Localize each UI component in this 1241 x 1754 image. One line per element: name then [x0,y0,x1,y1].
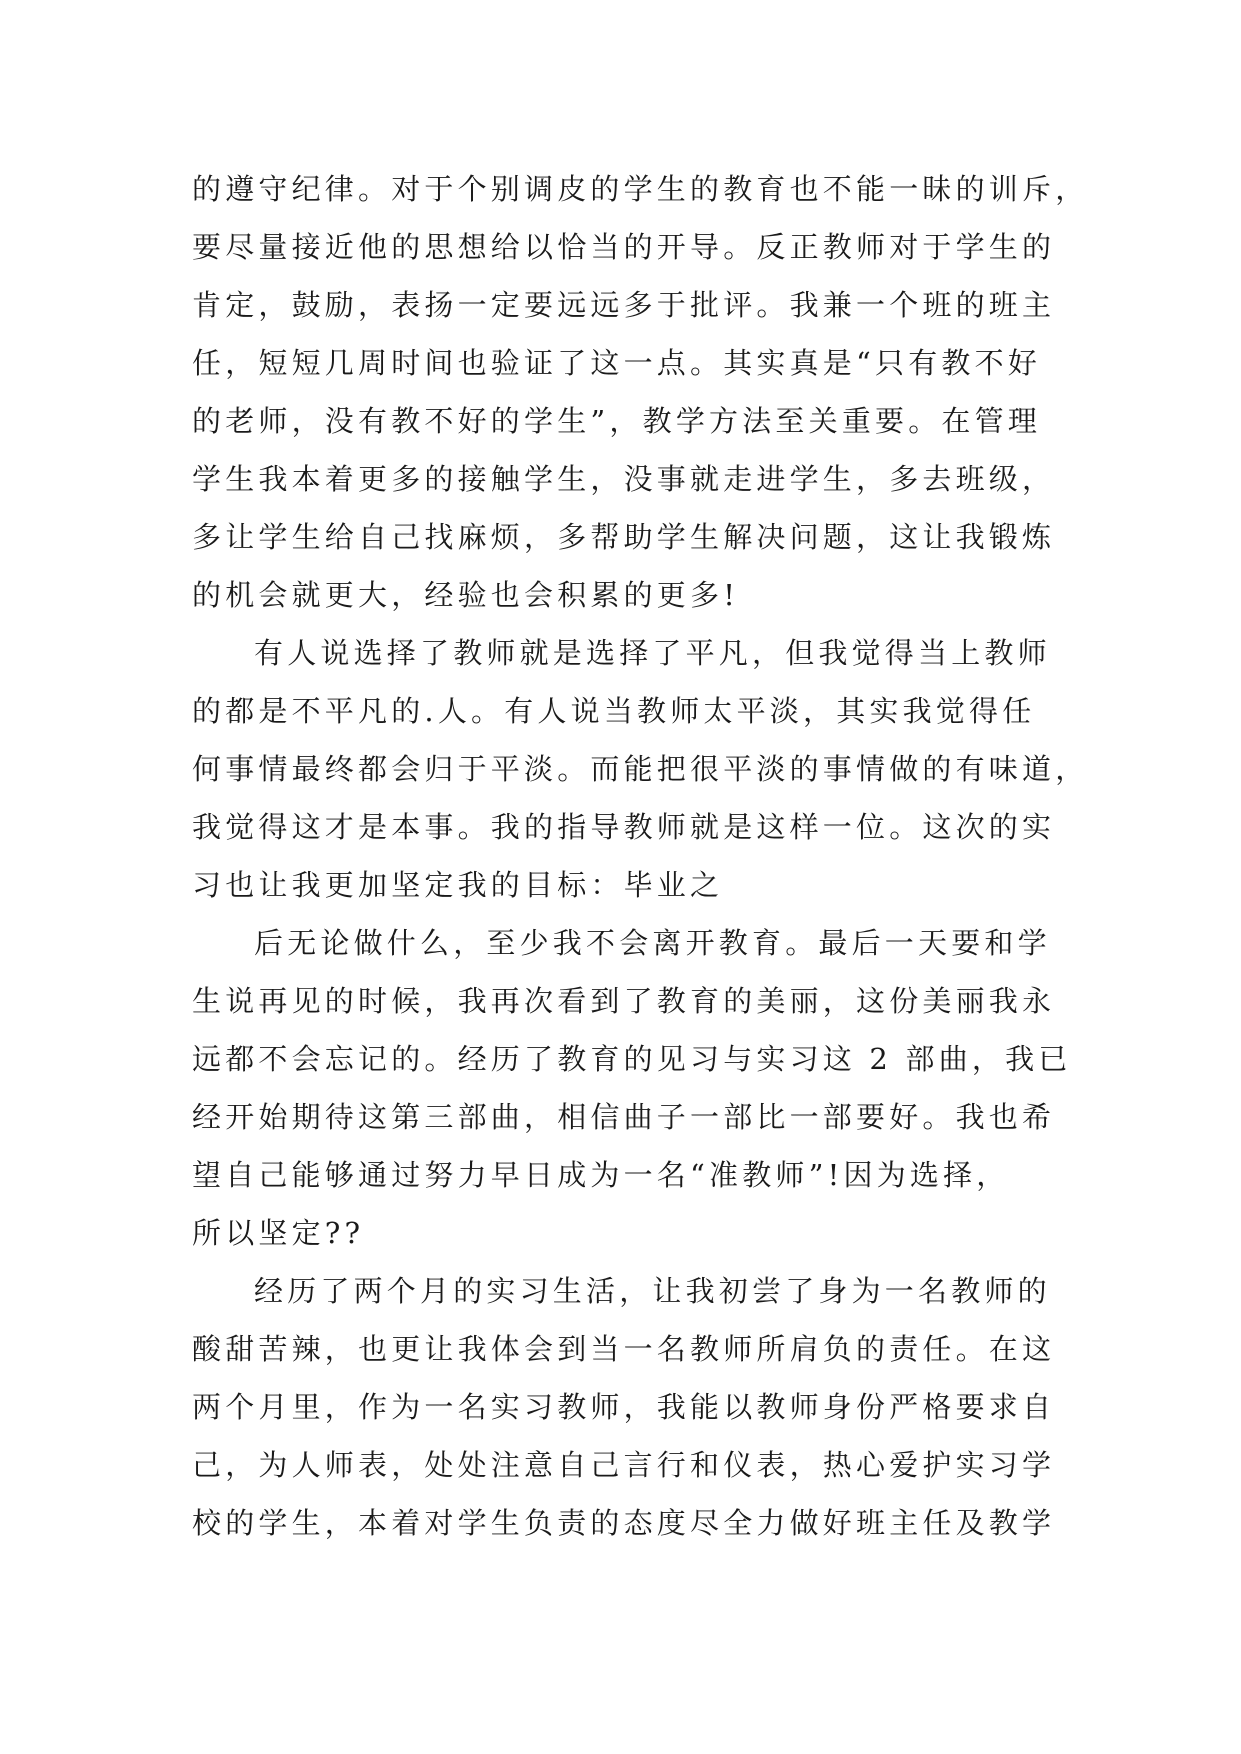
text-line: 要尽量接近他的思想给以恰当的开导。反正教师对于学生的 [192,230,1056,264]
text-line: 肯定，鼓励，表扬一定要远远多于批评。我兼一个班的班主 [192,288,1056,322]
text-line: 己，为人师表，处处注意自己言行和仪表，热心爱护实习学 [192,1448,1056,1482]
body-text [192,160,1092,1552]
text-line: 生说再见的时候，我再次看到了教育的美丽，这份美丽我永 [192,984,1056,1018]
text-line: 多让学生给自己找麻烦，多帮助学生解决问题，这让我锻炼 [192,520,1056,554]
paragraph-start-line: 经历了两个月的实习生活，让我初尝了身为一名教师的 [254,1274,1051,1308]
paragraph-start-line: 后无论做什么，至少我不会离开教育。最后一天要和学 [254,926,1051,960]
text-line: 校的学生，本着对学生负责的态度尽全力做好班主任及教学 [192,1506,1056,1540]
text-line: 远都不会忘记的。经历了教育的见习与实习这 2 部曲，我已 [192,1042,1072,1076]
text-line: 的都是不平凡的.人。有人说当教师太平淡，其实我觉得任 [192,694,1036,728]
text-line: 任，短短几周时间也验证了这一点。其实真是“只有教不好 [192,346,1042,380]
text-line: 习也让我更加坚定我的目标：毕业之 [192,868,724,902]
text-line: 的遵守纪律。对于个别调皮的学生的教育也不能一昧的训斥， [192,172,1089,206]
text-line: 的老师，没有教不好的学生”，教学方法至关重要。在管理 [192,404,1042,438]
paragraph-start-line: 有人说选择了教师就是选择了平凡，但我觉得当上教师 [254,636,1051,670]
text-line: 的机会就更大，经验也会积累的更多! [192,578,740,612]
text-line: 我觉得这才是本事。我的指导教师就是这样一位。这次的实 [192,810,1056,844]
text-line: 何事情最终都会归于平淡。而能把很平淡的事情做的有味道， [192,752,1089,786]
text-line: 两个月里，作为一名实习教师，我能以教师身份严格要求自 [192,1390,1056,1424]
text-line: 所以坚定?? [192,1216,365,1250]
text-line: 望自己能够通过努力早日成为一名“准教师”!因为选择， [192,1158,1010,1192]
text-line: 酸甜苦辣，也更让我体会到当一名教师所肩负的责任。在这 [192,1332,1056,1366]
text-line: 学生我本着更多的接触学生，没事就走进学生，多去班级， [192,462,1056,496]
text-line: 经开始期待这第三部曲，相信曲子一部比一部要好。我也希 [192,1100,1056,1134]
